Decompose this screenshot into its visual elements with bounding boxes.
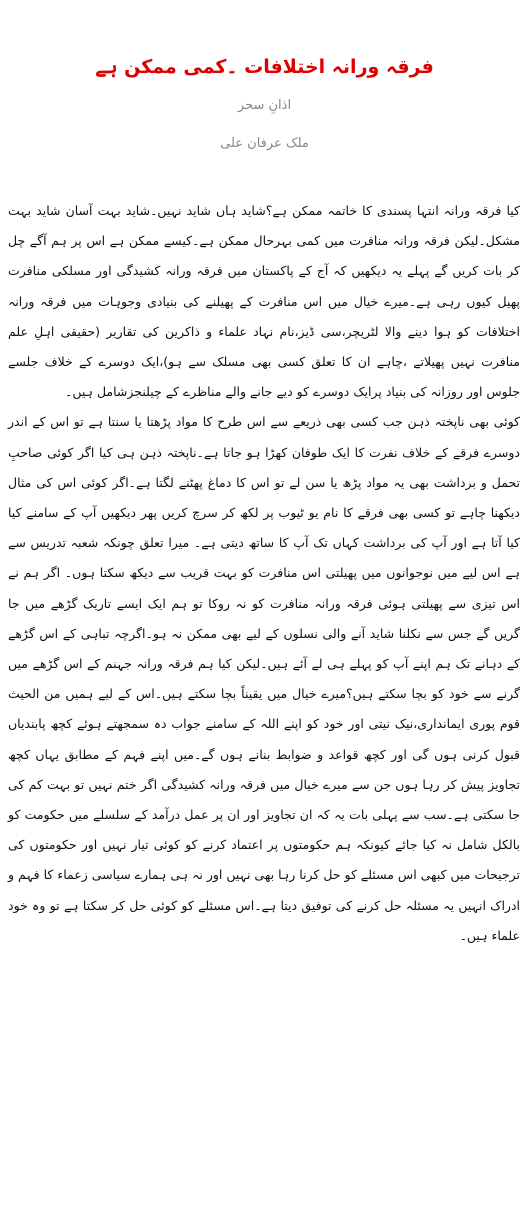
publication-name: اذانِ سحر <box>237 98 292 113</box>
article-paragraph: کیا فرقہ ورانہ انتہا پسندی کا خاتمہ ممکن ہے؟شاید ہاں شاید نہیں۔شاید بہت آسان شاید بہت مشکل۔لیکن فرقہ ورانہ منافرت میں کمی بہرحال ممکن ہے۔کیسے ممکن ہے اس پر ہم آگے چل کر بات کریں گے پہلے یہ دیکھیں کہ آج کے پاکستان میں فرقہ ورانہ کشیدگی اور مسلکی منافرت پھیل کیوں رہی ہے۔میرے خیال میں اس منافرت کے پھیلنے کی بنیادی وجوہات میں فرقہ ورانہ اختلافات کو ہوا دینے والا لٹریچر،سی ڈیز،نام نہاد علماء و ذاکرین کی تقاریر (حقیقی اہلِ علم منافرت نہیں پھیلاتے ،چاہے ان کا تعلق کسی بھی مسلک سے ہو)،ایک دوسرے کے خلاف جلسے جلوس اور روزانہ کی بنیاد پرایک دوسرے کو دیے جانے والے مناظرے کے چیلنجزشامل ہیں۔ <box>8 203 520 400</box>
article-body <box>8 196 520 951</box>
article-paragraph: کوئی بھی ناپختہ ذہن جب کسی بھی ذریعے سے اس طرح کا مواد پڑھتا یا سنتا ہے تو اس کے اندر دوسرے فرقے کے خلاف نفرت کا ایک طوفان کھڑا ہو جاتا ہے۔ناپختہ ذہن ہی کیا اگر کوئی صاحبِ تحمل و برداشت بھی یہ مواد پڑھ یا سن لے تو اس کا دماغ پھٹنے لگتا ہے۔اگر کوئی اس کی مثال دیکھنا چاہے تو کسی بھی فرقے کا نام یو ٹیوب پر لکھ کر سرچ کریں پھر دیکھیں آپ کے سامنے کیا کیا آتا ہے اور آپ کی برداشت کہاں تک آپ کا ساتھ دیتی ہے۔ میرا تعلق چونکہ شعبہ تدریس سے ہے اس لیے میں نوجوانوں میں پھیلتی اس منافرت کو بہت قریب سے دیکھ سکتا ہوں۔ اگر ہم نے اس تیزی سے پھیلتی ہوئی فرقہ ورانہ منافرت کو نہ روکا تو ہم ایک ایسے تاریک گڑھے میں جا گریں گے جس سے نکلنا شاید آنے والی نسلوں کے لیے بھی ممکن نہ ہو۔اگرچہ تباہی کے اس گڑھے کے دہانے تک ہم اپنے آپ کو پہلے ہی لے آئے ہیں۔لیکن کیا ہم فرقہ ورانہ جہنم کے اس گڑھے میں گرنے سے خود کو بچا سکتے ہیں؟میرے خیال میں یقیناً بچا سکتے ہیں۔اس کے لیے ہمیں من الحیث قوم پوری ایمانداری،نیک نیتی اور خود کو اپنے اللہ کے سامنے جواب دہ سمجھتے ہوئے کچھ پابندیاں قبول کرنی ہوں گی اور کچھ قواعد و ضوابط بنانے ہوں گے۔میں اپنے فہم کے مطابق یہاں کچھ تجاویز پیش کر رہا ہوں جن سے میرے خیال میں فرقہ ورانہ کشیدگی اگر ختم نہیں تو بہت کم کی جا سکتی ہے۔سب سے پہلی بات یہ کہ ان تجاویز اور ان پر عمل درآمد کے سلسلے میں حکومت کو بالکل شامل نہ کیا جائے کیونکہ ہم حکومتوں پر اعتماد کرنے کو کوئی تیار نہیں اور حکومتوں کی ترجیحات میں کبھی اس مسئلے کو حل کرنا رہا بھی نہیں اور نہ ہی ہمارے سیاسی زعماء کا فہم و ادراک انہیں یہ مسئلہ حل کرنے کی توفیق دیتا ہے۔اس مسئلے کو کوئی حل کر سکتا ہے تو وہ خود علماء ہیں۔ <box>8 414 520 943</box>
author-name: ملک عرفان علی <box>220 136 309 151</box>
article-title: فرقہ ورانہ اختلافات ۔کمی ممکن ہے <box>95 56 434 78</box>
